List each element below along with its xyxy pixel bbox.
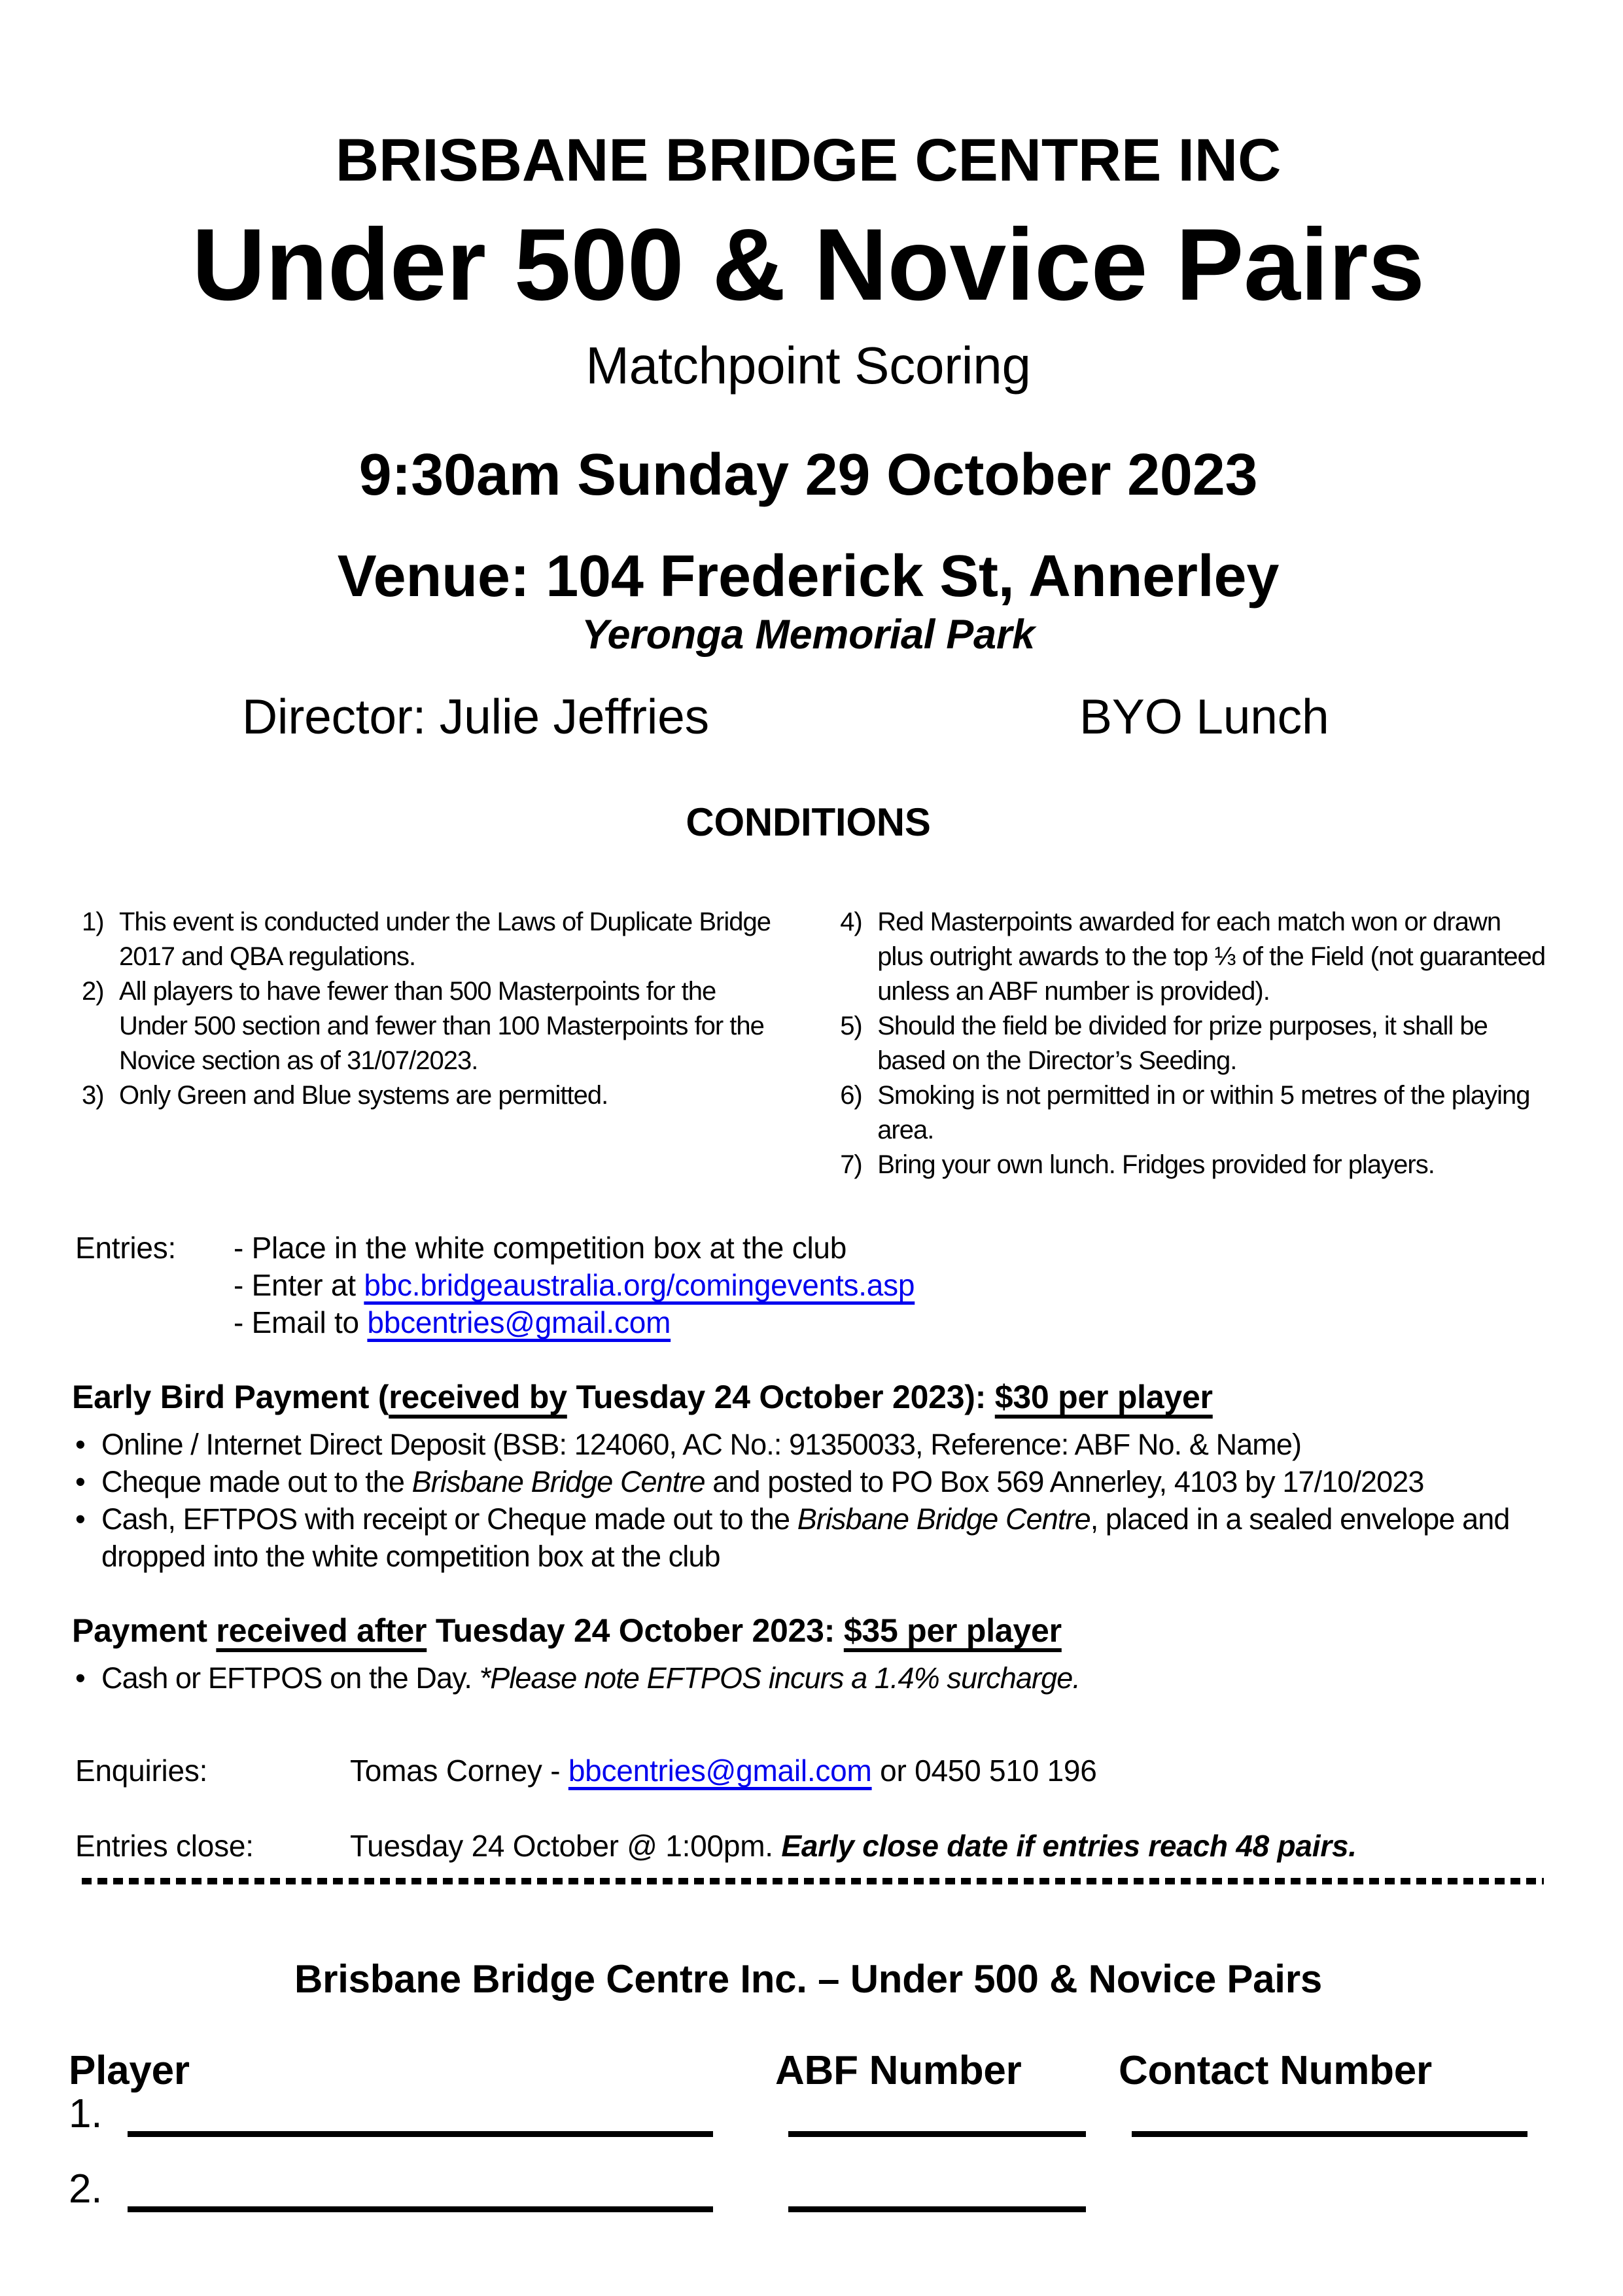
org-title: BRISBANE BRIDGE CENTRE INC (335, 127, 1282, 194)
deposit-bullet-text: Online / Internet Direct Deposit (BSB: 124060, AC No.: 91350033, Reference: ABF No. & Name) (101, 1428, 1302, 1462)
entries-item-box (234, 1229, 1548, 1267)
entry-form-title: Brisbane Bridge Centre Inc. – Under 500 & Novice Pairs (294, 1957, 1322, 2002)
condition-item-5 (840, 1009, 1548, 1078)
condition-text: All players to have fewer than 500 Masterpoints for the Under 500 section and fewer than 100 Masterpoints for the Novice section as of 31/07/2023. (119, 977, 764, 1076)
player-name-blank (128, 2131, 713, 2137)
condition-number: 7) (840, 1150, 862, 1180)
surcharge-note-italic: *Please note EFTPOS incurs a 1.4% surcharge. (479, 1661, 1080, 1695)
scoring-subtitle: Matchpoint Scoring (585, 336, 1031, 395)
enquiries-label: Enquiries: (75, 1754, 208, 1788)
deposit-bullet (75, 1426, 1548, 1463)
entries-close-text-part: Tuesday 24 October @ 1:00pm. (350, 1829, 782, 1863)
bullet-text-part: Cheque made out to the (101, 1465, 412, 1499)
enquiries-text-part: or 0450 510 196 (871, 1754, 1097, 1788)
dashed-cut-line (82, 1878, 1544, 1884)
enquiries-value (350, 1752, 1097, 1790)
player-name-blank (128, 2206, 713, 2212)
condition-item-3 (82, 1078, 778, 1113)
comingevents-link[interactable]: bbc.bridgeaustralia.org/comingevents.asp (364, 1268, 915, 1303)
condition-text: Red Masterpoints awarded for each match won or drawn plus outright awards to the top ⅓ of the Field (not guaranteed unless an ABF number is provided). (877, 908, 1546, 1006)
form-header-player: Player (69, 2048, 190, 2094)
form-header-contact: Contact Number (1119, 2048, 1432, 2094)
conditions-heading: CONDITIONS (686, 800, 931, 845)
received-after-underline: received after (216, 1612, 427, 1650)
condition-number: 6) (840, 1081, 862, 1110)
bullet-text-part: , placed in a sealed envelope and dropped into the white competition box at the club (101, 1502, 1510, 1574)
condition-text: Should the field be divided for prize purposes, it shall be based on the Director’s Seeding. (877, 1012, 1488, 1076)
early-bird-heading-text: Tuesday 24 October 2023): (567, 1379, 995, 1416)
early-bird-heading (72, 1377, 1548, 1417)
bullet-marker: • (75, 1661, 86, 1695)
row-number: 2. (69, 2166, 103, 2212)
early-price-underline: $30 per player (994, 1379, 1213, 1416)
bullet-marker: • (75, 1428, 86, 1462)
late-payment-bullets (75, 1659, 1548, 1697)
late-price-underline: $35 per player (843, 1612, 1062, 1650)
club-name-italic: Brisbane Bridge Centre (411, 1465, 705, 1499)
entries-item-text: - Enter at (234, 1268, 364, 1303)
day-payment-bullet-text (101, 1659, 1548, 1697)
entries-close-row (75, 1828, 1548, 1865)
condition-text: Bring your own lunch. Fridges provided for players. (877, 1150, 1435, 1180)
abf-number-blank (788, 2206, 1086, 2212)
received-by-underline: received by (389, 1379, 567, 1416)
entries-item-online (234, 1267, 1548, 1304)
contact-number-blank (1132, 2131, 1527, 2137)
entry-form-headers (69, 2048, 1548, 2094)
byo-lunch-note: BYO Lunch (1079, 689, 1329, 745)
early-bird-heading-text: Early Bird Payment ( (72, 1379, 389, 1416)
late-payment-heading (72, 1611, 1548, 1650)
condition-number: 1) (82, 908, 104, 937)
entries-close-label: Entries close: (75, 1829, 254, 1863)
form-header-abf: ABF Number (775, 2048, 1022, 2094)
entries-item-text: - Place in the white competition box at the club (234, 1231, 847, 1265)
event-title: Under 500 & Novice Pairs (192, 208, 1425, 323)
entries-email-link[interactable]: bbcentries@gmail.com (367, 1305, 671, 1340)
entries-items (234, 1229, 1548, 1341)
entries-label: Entries: (75, 1231, 177, 1265)
cheque-bullet (75, 1463, 1548, 1500)
bullet-text-part: Cash, EFTPOS with receipt or Cheque made out to the (101, 1502, 797, 1536)
entries-item-email (234, 1304, 1548, 1341)
early-close-note: Early close date if entries reach 48 pairs. (781, 1829, 1357, 1863)
abf-number-blank (788, 2131, 1086, 2137)
late-payment-heading-text: Tuesday 24 October 2023: (427, 1612, 844, 1650)
cash-bullet-text (101, 1500, 1548, 1575)
bullet-text-part: and posted to PO Box 569 Annerley, 4103 by 17/10/2023 (705, 1465, 1424, 1499)
condition-number: 3) (82, 1081, 104, 1110)
condition-item-4 (840, 905, 1548, 1009)
conditions-right-column (840, 905, 1548, 1182)
venue-note: Yeronga Memorial Park (582, 611, 1035, 658)
condition-number: 4) (840, 908, 862, 937)
condition-item-7 (840, 1148, 1548, 1182)
condition-text: Only Green and Blue systems are permitted. (119, 1081, 608, 1110)
entries-item-text: - Email to (234, 1305, 368, 1340)
venue-line: Venue: 104 Frederick St, Annerley (337, 544, 1280, 610)
early-bird-bullets (75, 1426, 1548, 1575)
cheque-bullet-text (101, 1463, 1548, 1500)
condition-item-6 (840, 1078, 1548, 1148)
enquiries-email-link[interactable]: bbcentries@gmail.com (568, 1754, 872, 1788)
event-datetime: 9:30am Sunday 29 October 2023 (358, 442, 1258, 508)
form-row-1 (69, 2091, 1548, 2137)
bullet-marker: • (75, 1502, 86, 1536)
director-row (69, 688, 1548, 746)
club-name-italic: Brisbane Bridge Centre (797, 1502, 1091, 1536)
condition-number: 2) (82, 977, 104, 1006)
row-number: 1. (69, 2091, 103, 2137)
condition-number: 5) (840, 1012, 862, 1041)
bullet-text-part: Cash or EFTPOS on the Day. (101, 1661, 480, 1695)
condition-text: Smoking is not permitted in or within 5 metres of the playing area. (877, 1081, 1530, 1145)
conditions-columns (82, 905, 1548, 1182)
condition-item-1 (82, 905, 778, 974)
late-payment-heading-text: Payment (72, 1612, 217, 1650)
form-row-2 (69, 2166, 1548, 2212)
cash-bullet (75, 1500, 1548, 1575)
director-line: Director: Julie Jeffries (242, 689, 709, 745)
entries-close-value (350, 1828, 1357, 1865)
enquiries-text-part: Tomas Corney - (350, 1754, 568, 1788)
condition-text: This event is conducted under the Laws of Duplicate Bridge 2017 and QBA regulations. (119, 908, 771, 972)
condition-item-2 (82, 974, 778, 1078)
enquiries-row (75, 1752, 1548, 1790)
day-payment-bullet (75, 1659, 1548, 1697)
bullet-marker: • (75, 1465, 86, 1499)
entries-section (75, 1229, 1548, 1341)
conditions-left-column (82, 905, 778, 1182)
